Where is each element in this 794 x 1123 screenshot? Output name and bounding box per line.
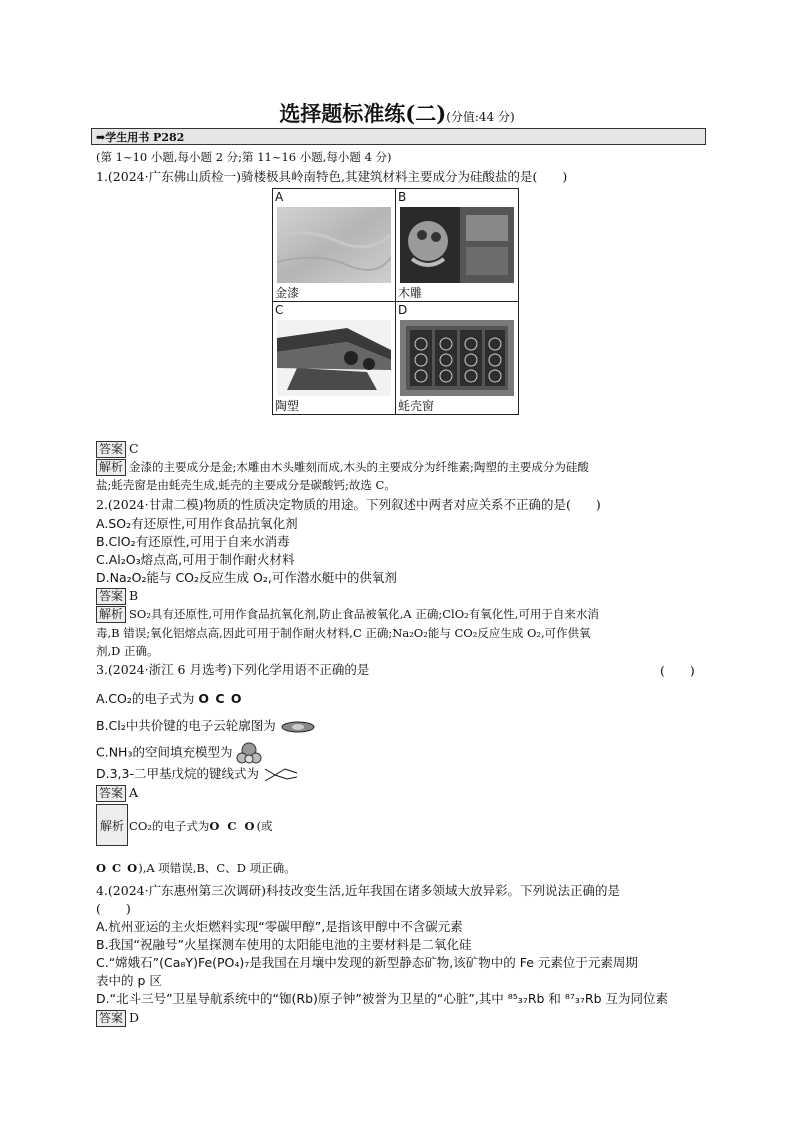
q4-option-b: B.我国“祝融号”火星探测车使用的太阳能电池的主要材料是二氧化硅 [96,937,472,952]
answer-value: B [129,588,139,603]
explanation-tag: 解析 [96,459,126,476]
q2-explanation-line1 [96,606,599,623]
answer-tag: 答案 [96,588,126,605]
option-text: D.3,3-二甲基戊烷的键线式为 [96,766,259,781]
explanation-text: 金漆的主要成分是金;木雕由木头雕刻而成,木头的主要成分为纤维素;陶塑的主要成分为硅酸 [129,460,589,474]
q2-option-a: A.SO₂有还原性,可用作食品抗氧化剂 [96,516,298,531]
score-note: (分值:44 分) [446,110,515,124]
explanation-tag: 解析 [100,819,125,833]
answer-tag: 答案 [96,785,126,802]
explanation-text: SO₂具有还原性,可用作食品抗氧化剂,防止食品被氧化,A 正确;ClO₂有氧化性,可用于自来水消 [129,607,599,621]
q3-answer-paren: ( ) [660,663,695,678]
q4-stem-line1: 4.(2024·广东惠州第三次调研)科技改变生活,近年我国在诸多领域大放异彩。下列说法正确的是 [96,883,620,898]
option-a-letter: A [275,190,284,204]
gold-lacquer-image [277,207,391,283]
q3-option-d [96,765,299,783]
co2-electron-formula: O C O [198,691,243,706]
explanation-text: ),A 项错误,B、C、D 项正确。 [138,861,296,875]
q3-option-c [96,742,262,764]
q2-option-b: B.ClO₂有还原性,可用于自来水消毒 [96,534,290,549]
pottery-sculpture-image [277,320,391,396]
q4-option-a: A.杭州亚运的主火炬燃料实现“零碳甲醇”,是指该甲醇中不含碳元素 [96,919,463,934]
co2-electron-formula: O C O [209,819,257,833]
q3-option-b [96,717,316,734]
option-b-caption: 木雕 [398,286,423,300]
q3-explanation-line2 [96,860,296,877]
q1-stem: 1.(2024·广东佛山质检一)骑楼极具岭南特色,其建筑材料主要成分为硅酸盐的是( ) [96,169,568,184]
q3-explanation-line1 [96,818,273,835]
q1-explanation-line2: 盐;蚝壳窗是由蚝壳生成,蚝壳的主要成分是碳酸钙;故选 C。 [96,478,396,492]
option-b-letter: B [398,190,407,204]
answer-value: A [129,785,139,800]
q4-answer [96,1009,139,1027]
explanation-text-after: (或 [256,819,273,833]
wood-carving-image [400,207,514,283]
option-a-cell [273,189,396,302]
oyster-shell-window-image [400,320,514,396]
q2-option-c: C.Al₂O₃熔点高,可用于制作耐火材料 [96,552,295,567]
reference-bar: ➡学生用书 P282 [91,128,706,145]
explanation-tag: 解析 [96,606,126,623]
q1-explanation-line1 [96,459,589,476]
option-text: A.CO₂的电子式为 [96,691,195,706]
q4-option-c-line2: 表中的 p 区 [96,973,162,988]
reference-text: 学生用书 P282 [105,131,185,144]
explanation-text: CO₂的电子式为 [129,819,210,833]
option-a-caption: 金漆 [275,286,300,300]
option-text: B.Cl₂中共价键的电子云轮廓图为 [96,718,276,733]
option-d-letter: D [398,303,408,317]
q2-explanation-line2: 毒,B 错误;氧化铝熔点高,因此可用于制作耐火材料,C 正确;Na₂O₂能与 CO₂反应生成 O₂,可作供氧 [96,626,591,640]
q3-answer [96,784,138,802]
q2-explanation-line3: 剂,D 正确。 [96,644,159,658]
electron-cloud-icon [280,720,316,734]
option-c-letter: C [275,303,284,317]
title-text: 选择题标准练(二) [279,101,447,126]
skeletal-formula-icon [263,767,299,783]
q2-answer [96,587,138,605]
q4-stem-line2: ( ) [96,901,131,916]
co2-electron-formula-alt: O C O [96,861,139,875]
page-title [0,98,794,128]
q1-options-table [272,188,519,415]
option-c-caption: 陶塑 [275,399,300,413]
q1-answer [96,440,139,458]
q3-option-a [96,690,243,707]
option-b-cell [396,189,519,302]
option-d-caption: 蚝壳窗 [398,399,435,413]
answer-tag: 答案 [96,441,126,458]
q4-option-c-line1: C.“嫦娥石”(Ca₈Y)Fe(PO₄)₇是我国在月壤中发现的新型静态矿物,该矿物中的 Fe 元素位于元素周期 [96,955,638,970]
nh3-space-filling-model-icon [236,742,262,764]
option-c-cell [273,302,396,415]
option-text: C.NH₃的空间填充模型为 [96,744,233,760]
answer-tag: 答案 [96,1010,126,1027]
answer-value: D [129,1010,140,1025]
answer-value: C [129,441,139,456]
q2-option-d: D.Na₂O₂能与 CO₂反应生成 O₂,可作潜水艇中的供氧剂 [96,570,397,585]
intro-note: (第 1~10 小题,每小题 2 分;第 11~16 小题,每小题 4 分) [96,150,392,164]
q3-stem: 3.(2024·浙江 6 月选考)下列化学用语不正确的是 [96,662,370,677]
option-d-cell [396,302,519,415]
q4-option-d: D.“北斗三号”卫星导航系统中的“铷(Rb)原子钟”被誉为卫星的“心脏”,其中 ⁸⁵₃₇Rb 和 ⁸⁷₃₇Rb 互为同位素 [96,991,669,1006]
q2-stem: 2.(2024·甘肃二模)物质的性质决定物质的用途。下列叙述中两者对应关系不正确的是( ) [96,497,601,512]
